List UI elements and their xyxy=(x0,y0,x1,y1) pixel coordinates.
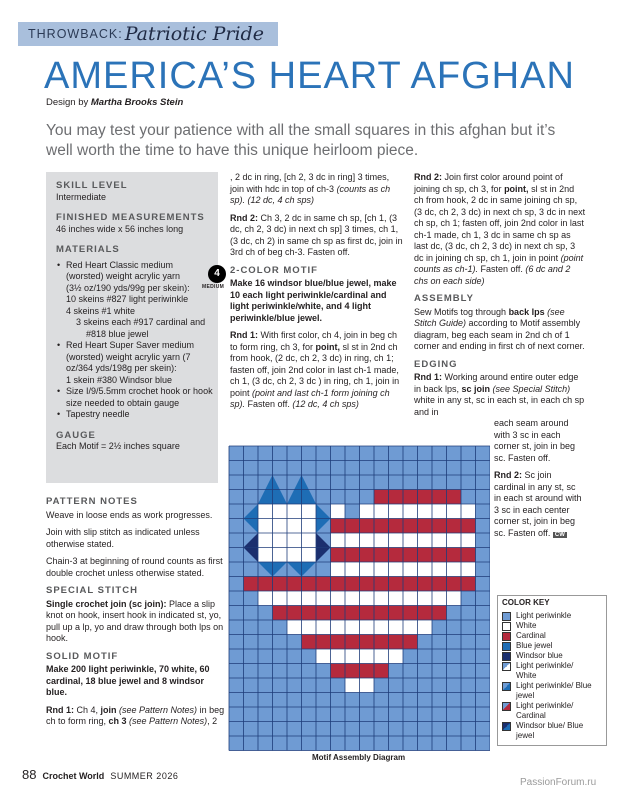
assembly-ref: (see Stitch Guide) xyxy=(414,306,565,328)
rnd-count: (counts as ch sp). (12 dc, 4 ch sps) xyxy=(230,183,391,205)
color-key-item xyxy=(502,681,602,701)
yarn-weight-icon: 4 xyxy=(208,265,226,283)
skill-level: Intermediate xyxy=(56,191,107,202)
color-key-title: COLOR KEY xyxy=(502,598,550,607)
byline xyxy=(46,97,183,108)
series-banner xyxy=(18,22,278,46)
color-key-item xyxy=(502,701,602,721)
swatch-icon xyxy=(502,662,511,671)
color-key-item xyxy=(502,611,602,621)
column-middle xyxy=(230,172,405,417)
rnd-ref: (see Pattern Notes) xyxy=(116,704,198,715)
color-key-label: Blue jewel xyxy=(516,641,553,650)
rnd-text: Ch 3, 2 dc in same ch sp, [ch 1, (3 dc, ch 2, 3 dc) in next ch sp] 3 times, ch 1, (3 dc, ch 2) in same ch sp as first dc, join in 3rd ch of beg ch-3. Fasten off. xyxy=(230,212,403,257)
pattern-note: Weave in loose ends as work progresses. xyxy=(46,509,213,520)
solid-motif-heading: SOLID MOTIF xyxy=(46,650,119,662)
swatch-icon xyxy=(502,632,511,641)
rnd-label: Rnd 1: xyxy=(414,372,442,382)
color-key-item xyxy=(502,721,602,741)
color-key-label: Windsor blue/ Blue jewel xyxy=(516,721,584,740)
rnd-label: Rnd 2: xyxy=(230,212,258,223)
color-key-label: Light periwinkle/ Blue jewel xyxy=(516,681,592,700)
issue-name: SUMMER 2026 xyxy=(110,771,179,781)
series-name: Patriotic Pride xyxy=(124,23,264,45)
rnd-ref: (see Pattern Notes) xyxy=(126,716,208,726)
rnd-term: join xyxy=(100,704,117,715)
page-number: 88 xyxy=(22,767,37,782)
color-key xyxy=(497,595,607,746)
solid-rnd1-cont xyxy=(230,172,405,207)
rnd-text: Fasten off. xyxy=(245,399,293,409)
materials-heading: MATERIALS xyxy=(56,244,120,255)
material-item: • Size I/9/5.5mm crochet hook or hook size needed to obtain gauge xyxy=(66,386,218,409)
rnd-term: point, xyxy=(504,183,529,194)
edging-rnd1 xyxy=(414,372,586,418)
material-item: • Red Heart Classic medium (worsted) weight acrylic yarn (3½ oz/190 yds/99g per skein): xyxy=(66,260,194,295)
assembly-text xyxy=(414,307,586,353)
rnd-text: Fasten off. xyxy=(478,264,526,274)
solid-rnd2 xyxy=(230,213,405,259)
rnd-text: With first color, ch 4, join in beg ch to form ring, ch 3, for xyxy=(230,330,398,352)
assembly-part: Sew Motifs tog through xyxy=(414,306,509,317)
materials-box xyxy=(46,172,218,483)
column-left xyxy=(46,496,226,734)
throwback-label: THROWBACK: xyxy=(28,27,123,41)
assembly-part: according to Motif assembly diagram, beg each seam in 2nd ch of 1 corner and ending in first ch of next corner. xyxy=(414,318,585,351)
rnd-label: Rnd 1: xyxy=(46,704,74,715)
rnd-count: (6 dc and 2 chs on each side) xyxy=(414,264,571,286)
rnd-ref: (see Special Stitch) xyxy=(490,383,571,394)
gauge: Each Motif = 2½ inches square xyxy=(56,441,180,451)
edging-heading: EDGING xyxy=(414,358,458,370)
rnd-term: point, xyxy=(315,341,341,352)
color-key-label: Light periwinkle/ White xyxy=(516,661,574,680)
measurements: 46 inches wide x 56 inches long xyxy=(56,223,184,234)
yarn-weight-label: MEDIUM xyxy=(202,284,225,290)
material-item: • Tapestry needle xyxy=(66,409,218,421)
swatch-icon xyxy=(502,702,511,711)
swatch-icon xyxy=(502,682,511,691)
two-color-rnd1 xyxy=(230,330,405,411)
color-key-item xyxy=(502,661,602,681)
rnd-label: Rnd 1: xyxy=(230,330,258,340)
rnd-text: Working around entire outer edge in back lps, xyxy=(414,372,579,394)
color-key-item xyxy=(502,641,602,651)
special-stitch-name: Single crochet join (sc join): xyxy=(46,598,167,609)
motif-assembly-diagram xyxy=(228,445,490,751)
special-stitch xyxy=(46,599,226,645)
special-stitch-heading: SPECIAL STITCH xyxy=(46,585,138,596)
rnd-text: , 2 dc in ring, [ch 2, 3 dc in ring] 3 times, join with hdc in top of ch-3 xyxy=(230,172,390,194)
designer-name: Martha Brooks Stein xyxy=(90,97,184,108)
pattern-notes-heading: PATTERN NOTES xyxy=(46,496,138,507)
material-subitem: 10 skeins #827 light periwinkle xyxy=(66,294,189,304)
magazine-name: Crochet World xyxy=(42,771,105,781)
color-key-item xyxy=(502,651,602,661)
assembly-heading: ASSEMBLY xyxy=(414,293,474,304)
rnd-term: ch 3 xyxy=(108,716,127,726)
gauge-heading: GAUGE xyxy=(56,429,96,441)
two-color-make: Make 16 windsor blue/blue jewel, make 10 each light periwinkle/cardinal and light periwinkle/white, and 4 light periwinkle/blue jewel. xyxy=(230,278,397,323)
byline-prefix: Design by xyxy=(46,97,91,108)
diagram-caption: Motif Assembly Diagram xyxy=(312,753,406,762)
rnd-label: Rnd 2: xyxy=(414,172,442,182)
rnd-text: white in any st, sc in each st, in each ch sp and in xyxy=(414,395,585,417)
rnd-text: sl st in 2nd ch from hook, 2 dc in same joining ch sp, (3 dc, ch 2, 3 dc) in next ch sp, 3 dc in next ch sp, ch 1; fasten off, join 2nd color in last ch-1 made, ch 1, 3 dc in same ch sp as last dc, (3 dc, ch 2, 3 dc) in next ch sp, 3 dc in joining ch sp, ch 1, join in point xyxy=(414,183,586,263)
pattern-note: Chain-3 at beginning of round counts as first double crochet unless otherwise stated. xyxy=(46,556,223,578)
material-subitem: 4 skeins #1 white xyxy=(66,305,136,316)
swatch-icon xyxy=(502,722,511,731)
measurements-heading: FINISHED MEASUREMENTS xyxy=(56,212,205,223)
special-stitch-text: Place a slip knot on hook, insert hook in indicated st, yo, pull up a lp, yo and draw through both lps on hook. xyxy=(46,598,224,643)
color-key-item xyxy=(502,621,602,631)
material-item: • Red Heart Super Saver medium (worsted) weight acrylic yarn (7 oz/364 yds/198g per skein): xyxy=(66,340,218,375)
rnd-label: Rnd 2: xyxy=(494,470,522,480)
page-footer xyxy=(22,767,178,782)
color-key-label: Light periwinkle xyxy=(516,611,572,620)
rnd-text: sl st in 2nd ch from hook, (2 dc, ch 2, 3 dc) in ring, ch 1; fasten off, join 2nd color in last ch-1 made, ch 1, (3 dc, ch 2, 3 dc ) in ring, ch 1, join in point xyxy=(230,341,400,398)
material-subitem: 1 skein #380 Windsor blue xyxy=(66,374,173,385)
swatch-icon xyxy=(502,642,511,651)
rnd-count: (12 dc, 4 ch sps) xyxy=(292,399,359,409)
two-color-rnd2 xyxy=(414,172,586,287)
edging-rnd2 xyxy=(494,470,582,541)
swatch-icon xyxy=(502,612,511,621)
pattern-note: Join with slip stitch as indicated unless otherwise stated. xyxy=(46,527,200,549)
watermark: PassionForum.ru xyxy=(520,777,597,788)
rnd-ref: (point and last ch-1 form joining ch sp). xyxy=(230,387,390,409)
material-subitem: 3 skeins each #917 cardinal and #818 blue jewel xyxy=(76,317,206,339)
color-key-label: Cardinal xyxy=(516,631,546,640)
end-mark: CW xyxy=(554,531,565,538)
rnd-term: sc join xyxy=(461,383,491,394)
two-color-motif-heading: 2-COLOR MOTIF xyxy=(230,264,318,276)
color-key-label: Windsor blue xyxy=(516,651,563,660)
color-key-item xyxy=(502,631,602,641)
rnd-text: Sc join cardinal in any st, sc in each st around with 3 sc in each center corner st, join in beg sc. Fasten off. xyxy=(494,470,582,538)
solid-motif-make: Make 200 light periwinkle, 70 white, 60 cardinal, 18 blue jewel and 8 windsor blue. xyxy=(46,664,210,697)
edging-rnd1-cont: each seam around with 3 sc in each corner st, join in beg sc. Fasten off. xyxy=(494,418,576,463)
solid-rnd1-start: Rnd 1: Ch 4, join (see Pattern Notes) in beg ch to form ring, ch 3 (see Pattern Notes), 2 xyxy=(46,704,225,726)
skill-heading: SKILL LEVEL xyxy=(56,180,128,191)
rnd-text: Ch 4, xyxy=(74,704,101,715)
rnd-ref: (point counts as ch-1). xyxy=(414,252,584,274)
intro-text: You may test your patience with all the small squares in this afghan but it’s well worth the time to have this unique heirloom piece. xyxy=(46,122,556,159)
rnd-text: in beg ch to form ring, xyxy=(46,704,225,726)
rnd-text: Join first color around point of joining ch sp, ch 3, for xyxy=(414,172,563,194)
assembly-term: back lps xyxy=(508,306,545,317)
page-title: AMERICA’S HEART AFGHAN xyxy=(44,55,575,97)
color-key-label: White xyxy=(516,621,537,630)
color-key-label: Light periwinkle/ Cardinal xyxy=(516,701,574,720)
swatch-icon xyxy=(502,622,511,631)
materials-list xyxy=(56,260,218,421)
swatch-icon xyxy=(502,652,511,661)
